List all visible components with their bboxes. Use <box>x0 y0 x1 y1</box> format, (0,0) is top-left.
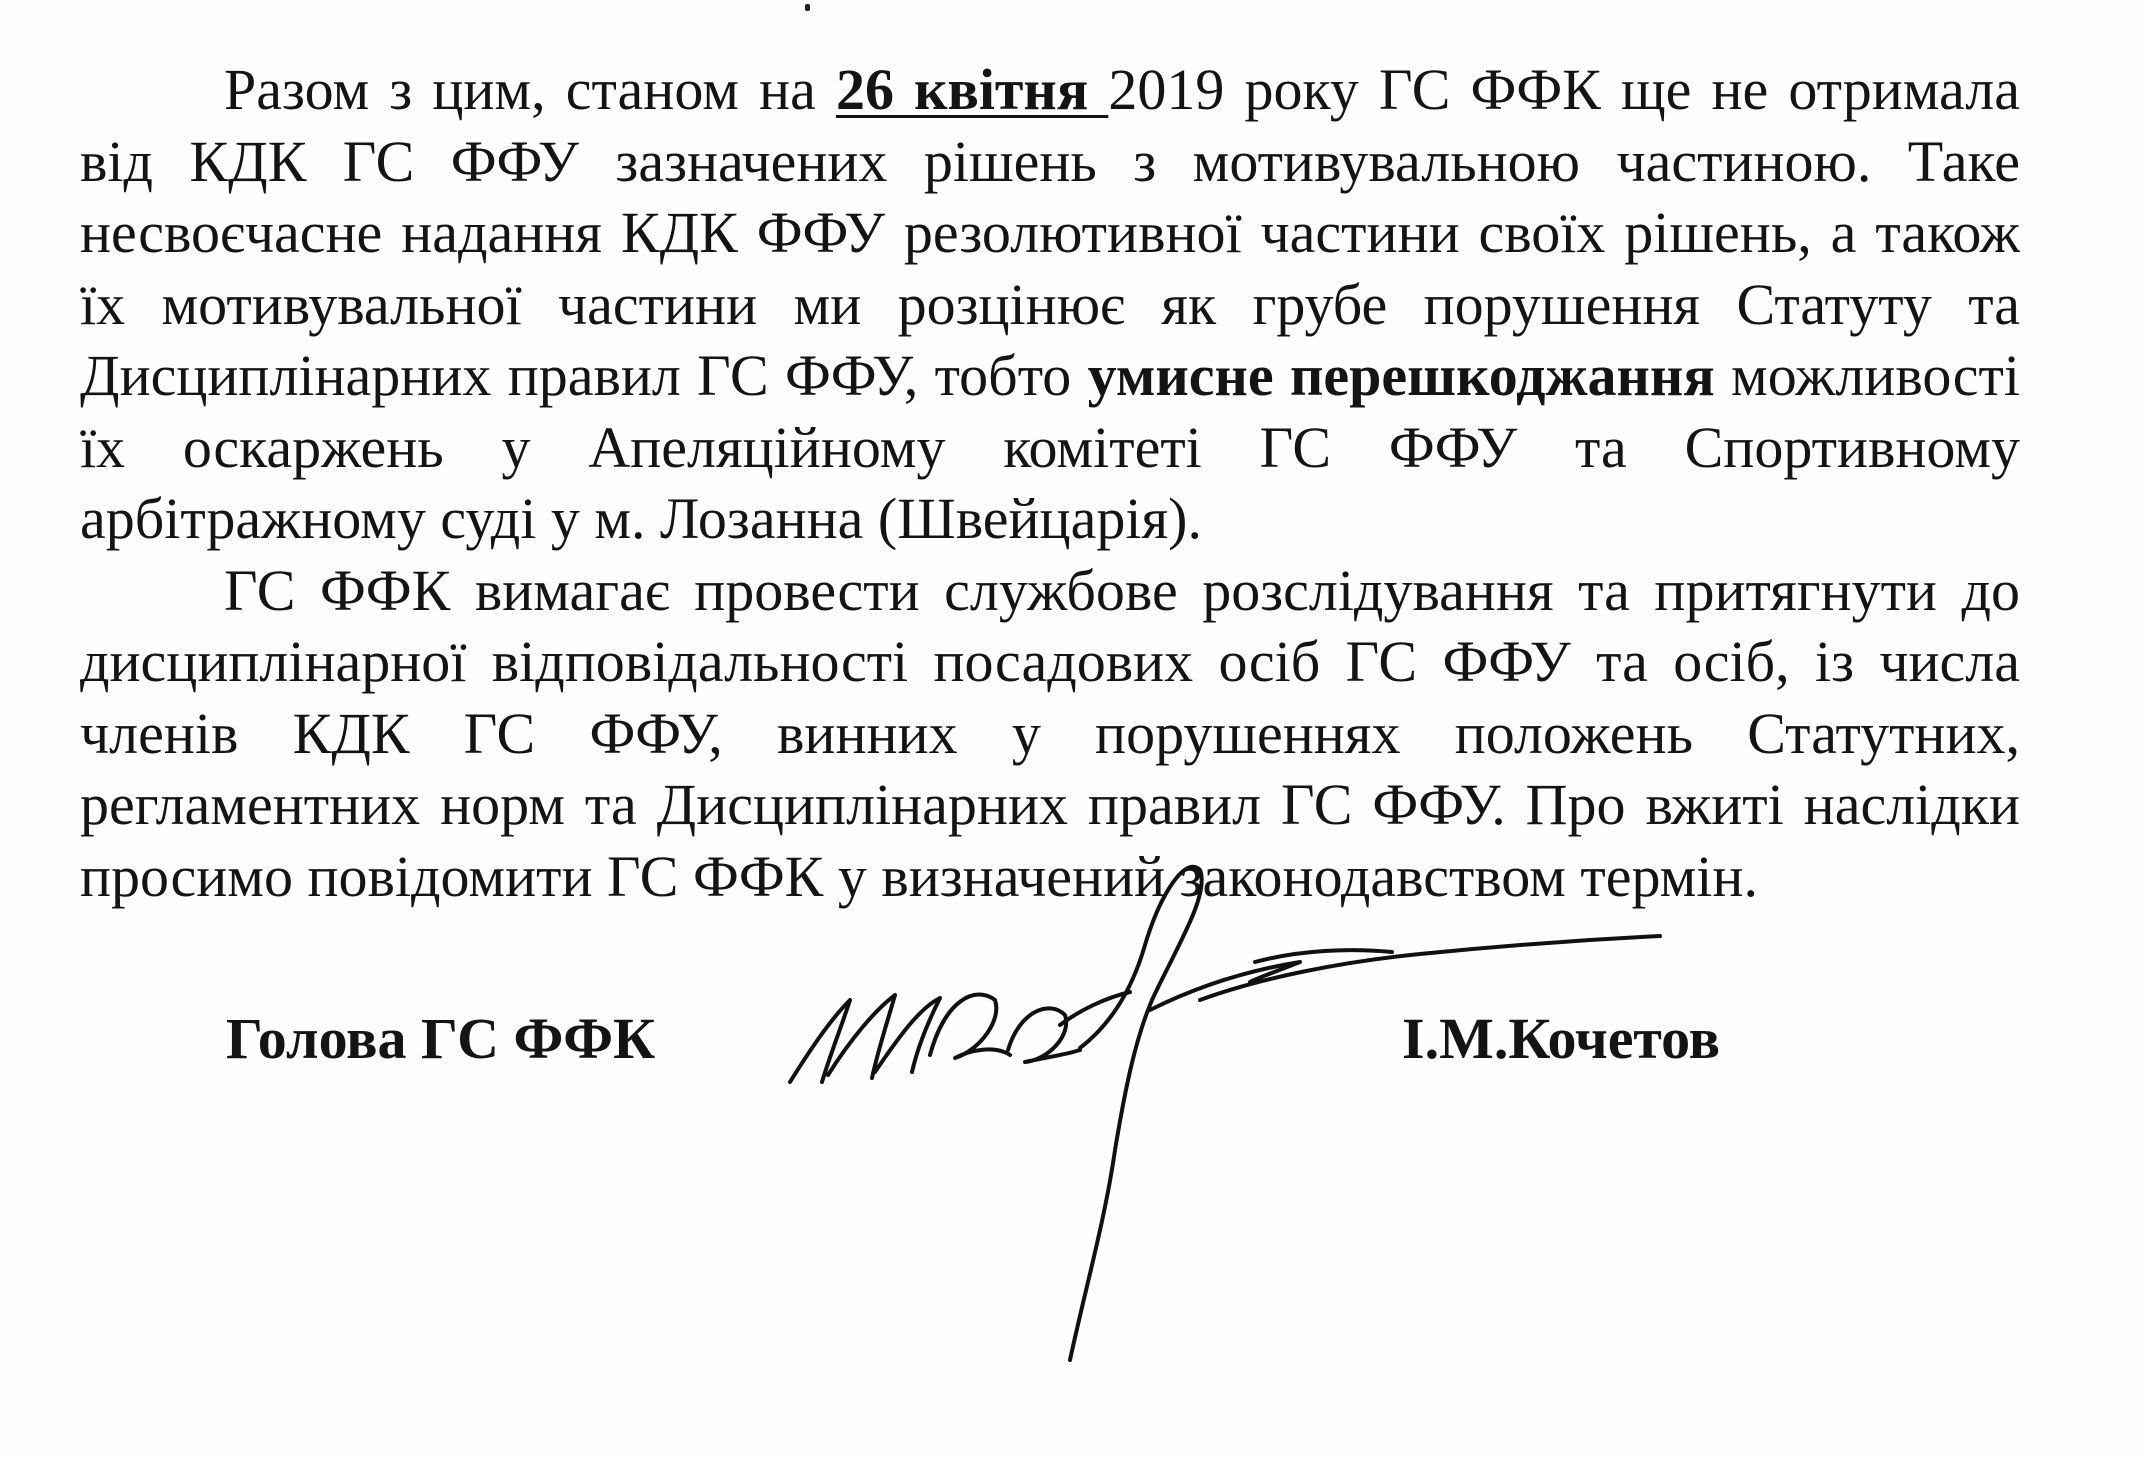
signatory-name: І.М.Кочетов <box>1402 1006 1721 1071</box>
letter-body <box>80 54 2020 912</box>
signature-stroke <box>1150 962 1300 1010</box>
paragraph-1 <box>80 54 2020 555</box>
signatory-title: Голова ГС ФФК <box>226 1006 656 1071</box>
paragraph-1-end: можливості їх оскаржень у Апеляційному комітеті ГС ФФУ та Спортивному арбітражному суді у м. Лозанна (Швейцарія). <box>80 343 2020 551</box>
signature-stroke <box>930 995 1010 1058</box>
date-emphasis: 26 квітня <box>835 57 1109 122</box>
scan-speck <box>805 4 810 11</box>
paragraph-1-intro: Разом з цим, станом на <box>224 57 836 122</box>
paragraph-1-main: 2019 року ГС ФФК ще не отримала від КДК ГС ФФУ зазначених рішень з мотивувальною частиною. Таке несвоєчасне надання КДК ФФУ резолютивної частини своїх рішень, а також їх мотивувальної частини ми розцінює як грубе порушення Статуту та Дисциплінарних правил ГС ФФУ, тобто <box>80 57 2020 408</box>
signature-stroke <box>1060 992 1130 1025</box>
bold-emphasis: умисне перешкоджання <box>1087 343 1715 408</box>
signature-stroke <box>1070 867 1202 1360</box>
paragraph-2: ГС ФФК вимагає провести службове розслідування та притягнути до дисциплінарної відповідальності посадових осіб ГС ФФУ та осіб, із числа членів КДК ГС ФФУ, винних у порушеннях положень Статутних, регламентних норм та Дисциплінарних правил ГС ФФУ. Про вжиті наслідки просимо повідомити ГС ФФК у визначений законодавством термін. <box>80 557 2020 909</box>
handwritten-signature-icon <box>780 850 1720 1390</box>
signature-stroke <box>790 1000 850 1082</box>
